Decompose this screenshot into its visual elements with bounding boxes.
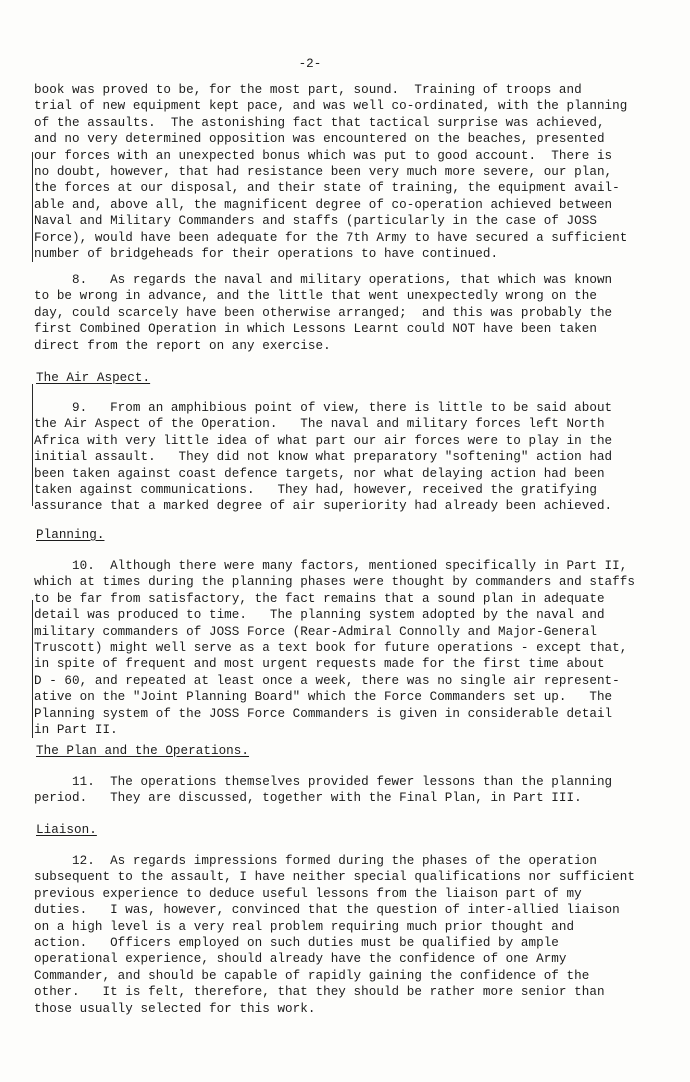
margin-mark: [32, 384, 33, 506]
heading-plan-and-operations: The Plan and the Operations.: [36, 744, 250, 758]
paragraph-intro: book was proved to be, for the most part, sound. Training of troops and trial of new equipment kept pace, and was well co-ordinated, with the planning of the assaults. The astonishing fact that tactical surprise was achieved, and no very determined opposition was encountered on the beaches, presented our forces with an unexpected bonus which was put to good account. There is no doubt, however, that had resistance been very much more severe, our plan, the forces at our disposal, and their state of training, the equipment avail- able and, above all, the magnificent degree of co-operation achieved between Naval and Military Commanders and staffs (particularly in the case of JOSS Force), would have been adequate for the 7th Army to have secured a sufficient number of bridgeheads for their operations to have continued.: [34, 83, 628, 262]
page-number: -2-: [298, 57, 322, 71]
margin-mark: [32, 152, 33, 262]
heading-liaison: Liaison.: [36, 823, 97, 837]
heading-air-aspect: The Air Aspect.: [36, 371, 151, 385]
heading-planning: Planning.: [36, 528, 105, 542]
margin-mark: [32, 600, 33, 738]
paragraph-12: 12. As regards impressions formed during the phases of the operation subsequent to the assault, I have neither special qualifications nor sufficient previous experience to deduce useful lessons from the liaison part of my duties. I was, however, convinced that the question of inter-allied liaison on a high level is a very real problem requiring much prior thought and action. Officers employed on such duties must be qualified by ample operational experience, should already have the confidence of one Army Commander, and should be capable of rapidly gaining the confidence of the other. It is felt, therefore, that they should be rather more senior than those usually selected for this work.: [34, 854, 635, 1016]
paragraph-11: 11. The operations themselves provided fewer lessons than the planning period. They are discussed, together with the Final Plan, in Part III.: [34, 775, 613, 806]
paragraph-10: 10. Although there were many factors, mentioned specifically in Part II, which at times during the planning phases were thought by commanders and staffs to be far from satisfactory, the fact remains that a sound plan in adequate detail was produced to time. The planning system adopted by the naval and military commanders of JOSS Force (Rear-Admiral Connolly and Major-General Truscott) might well serve as a text book for future operations - except that, in spite of frequent and most urgent requests made for the first time about D - 60, and repeated at least once a week, there was no single air represent- ative on the "Joint Planning Board" which the Force Commanders set up. The Planning system of the JOSS Force Commanders is given in considerable detail in Part II.: [34, 559, 635, 738]
paragraph-9: 9. From an amphibious point of view, there is little to be said about the Air Aspect of the Operation. The naval and military forces left North Africa with very little idea of what part our air forces were to play in the initial assault. They did not know what preparatory "softening" action had been taken against coast defence targets, nor what delaying action had been taken against communications. They had, however, received the gratifying assurance that a marked degree of air superiority had already been achieved.: [34, 401, 613, 514]
paragraph-8: 8. As regards the naval and military operations, that which was known to be wrong in advance, and the little that went unexpectedly wrong on the day, could scarcely have been otherwise arranged; and this was probably the first Combined Operation in which Lessons Learnt could NOT have been taken direct from the report on any exercise.: [34, 273, 613, 353]
